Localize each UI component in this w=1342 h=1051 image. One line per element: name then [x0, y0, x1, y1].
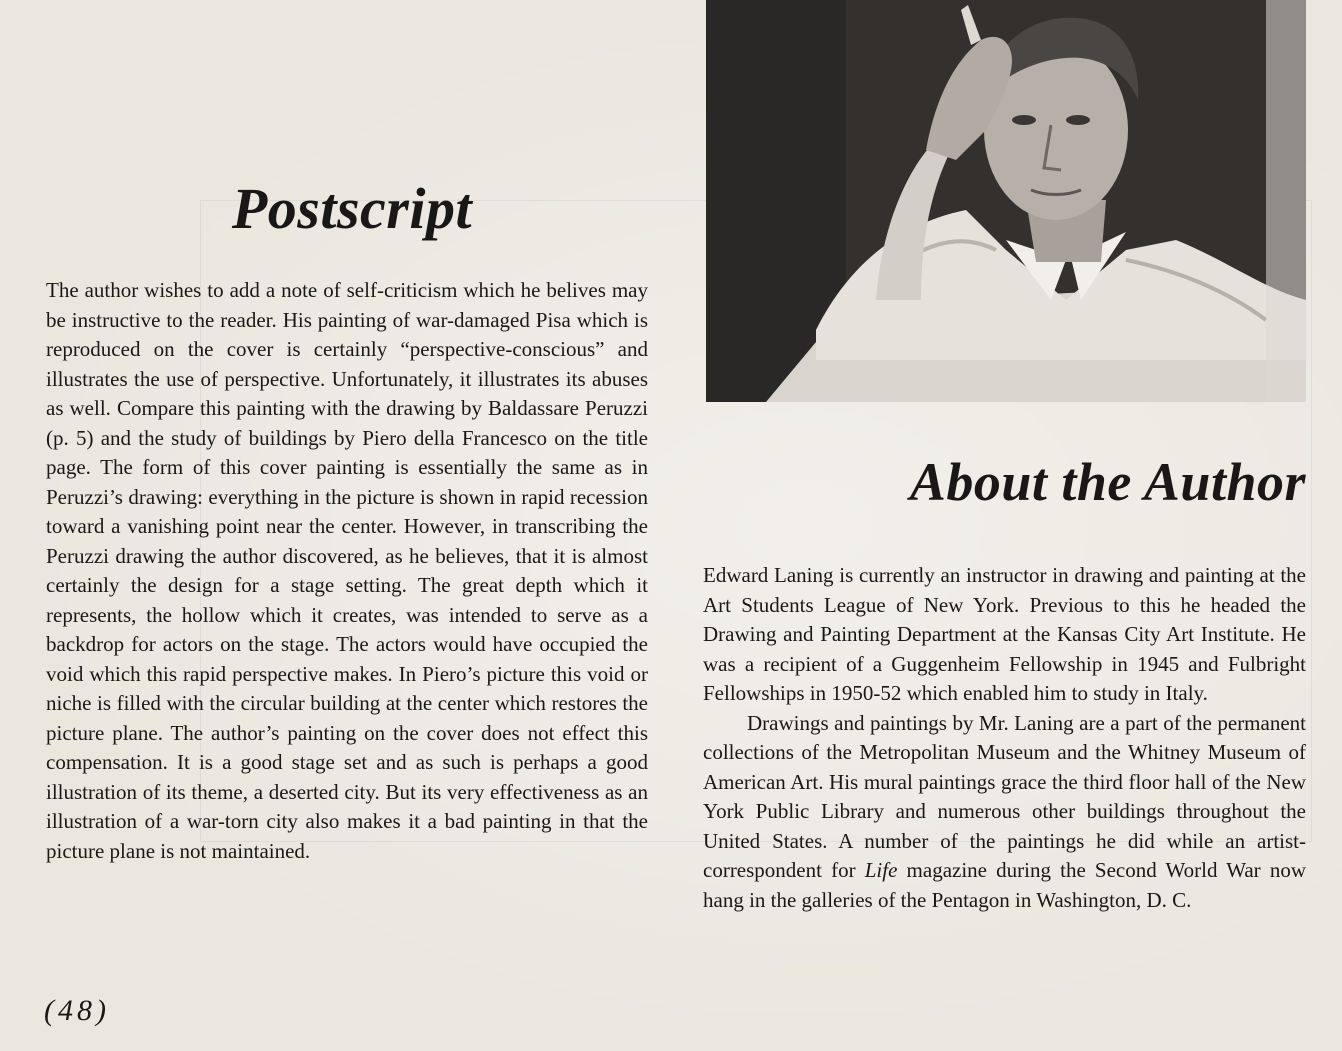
author-portrait-illustration [706, 0, 1306, 402]
postscript-paragraph: The author wishes to add a note of self-criticism which he belives may be instructive to the reader. His painting of war-damaged Pisa which is reproduced on the cover is certainly “perspective-conscious” and illustrates the use of perspective. Unfortunately, it illustrates its abuses as well. Compare this painting with the drawing by Baldassare Peruzzi (p. 5) and the study of buildings by Piero della Francesco on the title page. The form of this cover painting is essentially the same as in Peruzzi’s drawing: everything in the picture is shown in rapid recession toward a vanishing point near the center. However, in transcribing the Peruzzi drawing the author discovered, as he believes, that it is almost certainly the design for a stage setting. The great depth which it represents, the hollow which it creates, was intended to serve as a backdrop for actors on the stage. The actors would have occupied the void which this rapid perspective makes. In Piero’s picture this void or niche is filled with the circular building at the center which restores the picture plane. The author’s painting on the cover does not effect this compensation. It is a good stage set and as such is perhaps a good illustration of its theme, a deserted city. But its very effectiveness as an illustration of a war-torn city also makes it a bad painting in that the picture plane is not maintained. [46, 278, 648, 863]
postscript-section [46, 176, 648, 866]
page-number: (48) [44, 994, 110, 1027]
about-author-section [703, 452, 1306, 915]
about-author-heading: About the Author [909, 452, 1306, 512]
postscript-heading: Postscript [231, 176, 473, 241]
about-paragraph-1: Edward Laning is currently an instructor in drawing and painting at the Art Students League of New York. Previous to this he headed the Drawing and Painting Department at the Kansas City Art Institute. He was a recipient of a Guggenheim Fellowship in 1945 and Fulbright Fellowships in 1950-52 which enabled him to study in Italy. [703, 563, 1306, 705]
about-paragraph-2 [703, 709, 1306, 916]
life-magazine-title: Life [864, 858, 898, 882]
about-paragraph-2-text-a: Drawings and paintings by Mr. Laning are a part of the permanent collections of the Metropolitan Museum and the Whitney Museum of American Art. His mural paintings grace the third floor hall of the New York Public Library and numerous other buildings throughout the United States. A number of the paintings he did while an artist-correspondent for [703, 710, 1306, 882]
about-paragraph-2-text-b: magazine during the Second World War now hang in the galleries of the Pentagon in Washington, D. C. [703, 858, 1306, 912]
author-portrait-photo [706, 0, 1306, 402]
